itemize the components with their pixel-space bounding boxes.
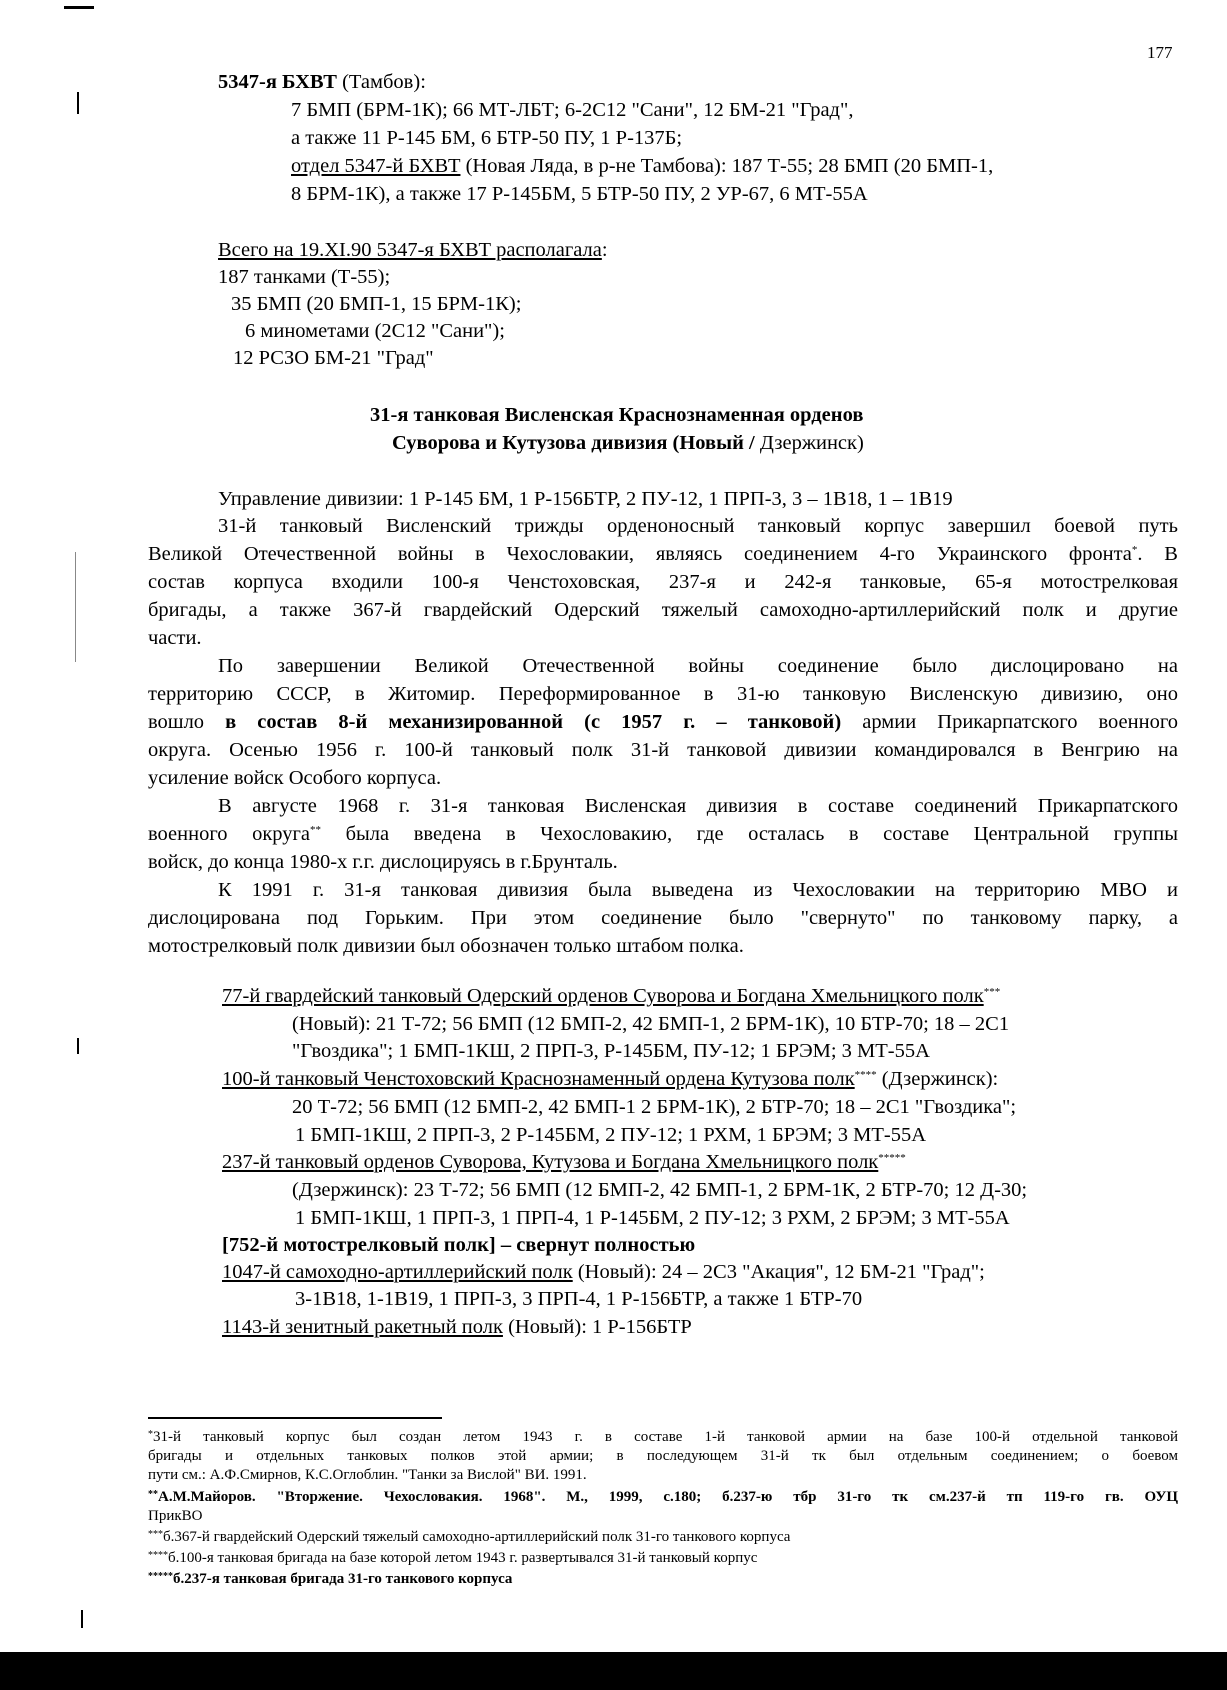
p2-line3-c: армии Прикарпатского военного — [841, 711, 1178, 733]
totals-heading-colon: : — [601, 239, 608, 261]
footnote-2 — [148, 1488, 1178, 1507]
scan-mark-top-left — [64, 6, 94, 9]
footnote-mark-4: **** — [148, 1550, 168, 1561]
footnote-ref-1: * — [1131, 544, 1138, 556]
bhvt-dept-line — [291, 153, 993, 179]
regiment-100-line3: 1 БМП-1КШ, 2 ПРП-3, 2 Р-145БМ, 2 ПУ-12; 1 РХМ, 1 БРЭМ; 3 МТ-55А — [295, 1124, 927, 1146]
bhvt-location: (Тамбов): — [336, 71, 426, 93]
p2-line: территорию СССР, в Житомир. Переформированное в 31-ю танковую Висленскую дивизию, оно — [148, 683, 1178, 705]
regiment-1143 — [222, 1314, 692, 1340]
scan-mark-left — [75, 552, 76, 662]
footnote-ref-4: **** — [854, 1069, 877, 1081]
p4-line: дислоцирована под Горьким. При этом соединение было "свернуто" по танковому парку, а — [148, 907, 1178, 929]
division-title-bold: Суворова и Кутузова дивизия (Новый / — [392, 432, 760, 454]
regiment-237-line2: (Дзержинск): 23 Т-72; 56 БМП (12 БМП-2, 42 БМП-1, 2 БРМ-1К, 2 БТР-70; 12 Д-30; — [292, 1179, 1028, 1201]
p3-line: войск, до конца 1980-х г.г. дислоцируясь в г.Брунталь. — [148, 851, 618, 873]
footnote-1-line1: 31-й танковый корпус был создан летом 1943 г. в составе 1-й танковой армии на базе 100-й отдельной танковой — [153, 1429, 1178, 1445]
footnote-ref-5: ***** — [878, 1152, 906, 1164]
p1-line: 31-й танковый Висленский трижды орденоносный танковый корпус завершил боевой путь — [218, 515, 1178, 537]
regiment-1047-line2: 3-1В18, 1-1В19, 1 ПРП-3, 3 ПРП-4, 1 Р-156БТР, а также 1 БТР-70 — [295, 1288, 863, 1310]
regiment-100-name: 100-й танковый Ченстоховский Краснознаменный ордена Кутузова полк — [222, 1068, 855, 1090]
regiment-237-line3: 1 БМП-1КШ, 1 ПРП-3, 1 ПРП-4, 1 Р-145БМ, 2 ПУ-12; 3 РХМ, 2 БРЭМ; 3 МТ-55А — [295, 1207, 1010, 1229]
bhvt-dept-rest: (Новая Ляда, в р-не Тамбова): 187 Т-55; 28 БМП (20 БМП-1, — [460, 155, 994, 177]
p2-line: усиление войск Особого корпуса. — [148, 767, 442, 789]
footnote-5 — [148, 1570, 512, 1589]
footnote-ref-2: ** — [310, 824, 322, 836]
totals-item: 12 РСЗО БМ-21 "Град" — [233, 347, 434, 369]
p2-line: округа. Осенью 1956 г. 100-й танковый полк 31-й танковой дивизии командировался в Венгрию на — [148, 739, 1178, 761]
p1-line: части. — [148, 627, 202, 649]
bhvt-dept-line2: 8 БРМ-1К), а также 17 Р-145БМ, 5 БТР-50 ПУ, 2 УР-67, 6 МТ-55А — [291, 183, 868, 205]
p3-line — [148, 821, 1178, 847]
scan-bottom-bar — [0, 1652, 1227, 1690]
regiment-237 — [222, 1149, 906, 1175]
p2-line — [148, 709, 1178, 735]
regiment-1143-rest: (Новый): 1 Р-156БТР — [502, 1316, 692, 1338]
p1-line: состав корпуса входили 100-я Ченстоховская, 237-я и 242-я танковые, 65-я мотострелковая — [148, 571, 1178, 593]
footnote-1 — [148, 1428, 1178, 1447]
p3-line2-a: военного округа — [148, 823, 311, 845]
regiment-77-line2: (Новый): 21 Т-72; 56 БМП (12 БМП-2, 42 БМП-1, 2 БРМ-1К), 10 БТР-70; 18 – 2С1 — [292, 1013, 1010, 1035]
footnote-mark-2: ** — [148, 1489, 158, 1500]
totals-item: 35 БМП (20 БМП-1, 15 БРМ-1К); — [231, 293, 522, 315]
p1-line2-text: Великой Отечественной войны в Чехословакии, являясь соединением 4-го Украинского фронта — [148, 543, 1132, 565]
p1-line — [148, 541, 1178, 567]
footnote-ref-3: *** — [983, 986, 1001, 998]
scan-mark-left — [77, 1038, 79, 1054]
regiment-1143-name: 1143-й зенитный ракетный полк — [222, 1316, 503, 1338]
footnote-mark-1: * — [148, 1429, 153, 1440]
footnote-mark-3: *** — [148, 1529, 163, 1540]
page-number: 177 — [1147, 43, 1173, 62]
footnote-5-text: б.237-я танковая бригада 31-го танкового корпуса — [173, 1571, 513, 1587]
bhvt-name: 5347-я БХВТ — [218, 71, 337, 93]
p1-line: бригады, а также 367-й гвардейский Одерский тяжелый самоходно-артиллерийский полк и другие — [148, 599, 1178, 621]
footnote-1-line2: бригады и отдельных танковых полков этой армии; в последующем 31-й тк был отдельным соединением; о боевом — [148, 1448, 1178, 1464]
footnote-1-line3: пути см.: А.Ф.Смирнов, К.С.Оглоблин. "Танки за Вислой" ВИ. 1991. — [148, 1467, 587, 1483]
bhvt-line1: 7 БМП (БРМ-1К); 66 МТ-ЛБТ; 6-2С12 "Сани", 12 БМ-21 "Град", — [291, 99, 854, 121]
regiment-77-name: 77-й гвардейский танковый Одерский орденов Суворова и Богдана Хмельницкого полк — [222, 985, 984, 1007]
scan-mark-left — [77, 92, 79, 114]
footnote-2-line1: А.М.Майоров. "Вторжение. Чехословакия. 1968". М., 1999, с.180; б.237-ю тбр 31-го тк см.237-й тп 119-го гв. ОУЦ — [158, 1489, 1178, 1505]
footnote-4 — [148, 1549, 757, 1568]
bhvt-line2: а также 11 Р-145 БМ, 6 БТР-50 ПУ, 1 Р-137Б; — [291, 127, 683, 149]
regiment-100-line2: 20 Т-72; 56 БМП (12 БМП-2, 42 БМП-1 2 БРМ-1К), 2 БТР-70; 18 – 2С1 "Гвоздика"; — [292, 1096, 1017, 1118]
regiment-77-line3: "Гвоздика"; 1 БМП-1КШ, 2 ПРП-3, Р-145БМ, ПУ-12; 1 БРЭМ; 3 МТ-55А — [292, 1040, 930, 1062]
totals-heading-text: Всего на 19.XI.90 5347-я БХВТ располагала — [218, 239, 602, 261]
p2-line: По завершении Великой Отечественной войны соединение было дислоцировано на — [218, 655, 1178, 677]
totals-item: 6 минометами (2С12 "Сани"); — [245, 320, 505, 342]
totals-heading — [218, 237, 608, 263]
bhvt-dept-name: отдел 5347-й БХВТ — [291, 155, 461, 177]
regiment-1047-name: 1047-й самоходно-артиллерийский полк — [222, 1261, 573, 1283]
footnote-mark-5: ***** — [148, 1571, 173, 1582]
regiment-752: [752-й мотострелковый полк] – свернут полностью — [222, 1234, 696, 1256]
totals-item: 187 танками (Т-55); — [218, 266, 391, 288]
footnote-3 — [148, 1528, 790, 1547]
p4-line: мотострелковый полк дивизии был обозначен только штабом полка. — [148, 935, 744, 957]
division-title-line2 — [392, 430, 864, 456]
footnote-2-line2: ПрикВО — [148, 1508, 203, 1524]
regiment-100 — [222, 1066, 998, 1092]
p2-line3-a: вошло — [148, 711, 226, 733]
regiment-100-loc: (Дзержинск): — [876, 1068, 999, 1090]
regiment-77 — [222, 983, 1000, 1009]
regiment-237-name: 237-й танковый орденов Суворова, Кутузова и Богдана Хмельницкого полк — [222, 1151, 879, 1173]
p3-line2-b: была введена в Чехословакию, где осталась в составе Центральной группы — [321, 823, 1178, 845]
footnote-4-text: б.100-я танковая бригада на базе которой летом 1943 г. развертывался 31-й танковый корпус — [168, 1550, 758, 1566]
regiment-1047 — [222, 1259, 985, 1285]
division-title-normal: Дзержинск) — [759, 432, 864, 454]
division-title-line1: 31-я танковая Висленская Краснознаменная орденов — [370, 404, 864, 426]
p3-line: В августе 1968 г. 31-я танковая Висленская дивизия в составе соединений Прикарпатского — [218, 795, 1178, 817]
p2-line3-b: в состав 8-й механизированной (с 1957 г. – танковой) — [225, 711, 842, 733]
regiment-1047-rest: (Новый): 24 – 2С3 "Акация", 12 БМ-21 "Град"; — [572, 1261, 985, 1283]
footnote-divider — [148, 1417, 442, 1419]
bhvt-line — [218, 69, 426, 95]
p4-line: К 1991 г. 31-я танковая дивизия была выведена из Чехословакии на территорию МВО и — [218, 879, 1178, 901]
division-management: Управление дивизии: 1 Р-145 БМ, 1 Р-156БТР, 2 ПУ-12, 1 ПРП-3, 3 – 1В18, 1 – 1В19 — [218, 488, 953, 510]
footnote-3-text: б.367-й гвардейский Одерский тяжелый самоходно-артиллерийский полк 31-го танкового корпуса — [163, 1529, 791, 1545]
p1-line2-end: . В — [1137, 543, 1178, 565]
scan-mark-left — [81, 1610, 83, 1628]
